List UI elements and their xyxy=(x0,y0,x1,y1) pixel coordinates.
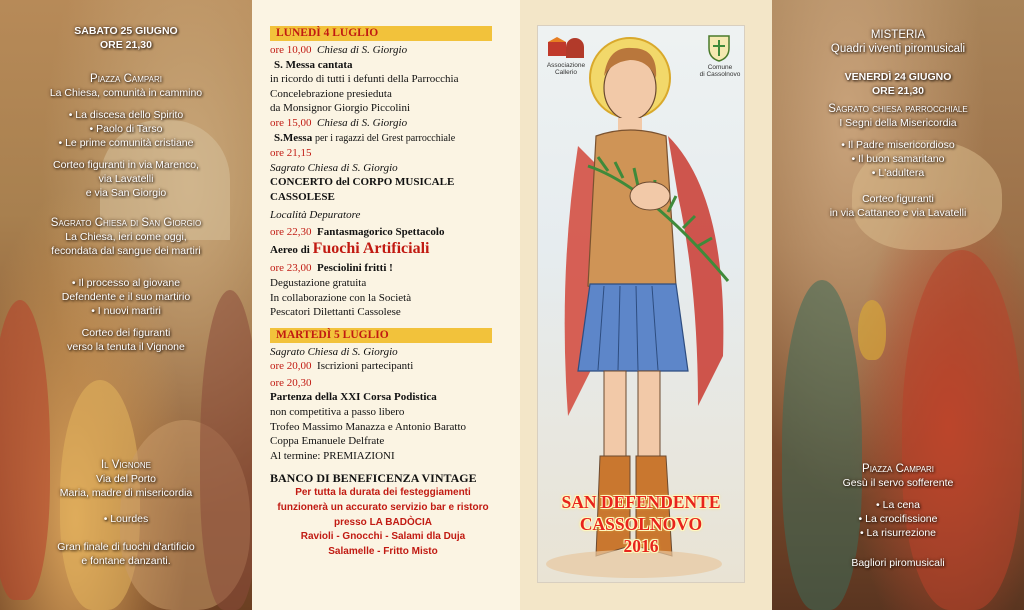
right-title2: Quadri viventi piromusicali xyxy=(830,43,966,55)
event-time: ore 23,00 xyxy=(270,262,312,275)
event-line: Al termine: PREMIAZIONI xyxy=(270,449,395,462)
list-item: • I nuovi martiri xyxy=(91,305,161,317)
day-header: LUNEDÌ 4 LUGLIO xyxy=(270,26,492,41)
event-line: non competitiva a passo libero xyxy=(270,406,405,419)
right-block1 xyxy=(772,102,1024,130)
left-date-line1: SABATO 25 GIUGNO xyxy=(74,25,178,37)
list-item: • Il Padre misericordioso xyxy=(841,139,955,151)
left-panel xyxy=(0,0,252,610)
event-place: Sagrato Chiesa di S. Giorgio xyxy=(270,345,398,358)
event-title: S. Messa cantata xyxy=(274,58,353,71)
event-title: S.Messa xyxy=(274,131,313,144)
event-title: Fantasmagorico Spettacolo xyxy=(317,226,445,239)
left-list3 xyxy=(0,512,252,526)
banco-info xyxy=(270,486,496,560)
logo-label-line: Associazione xyxy=(546,62,586,69)
fireworks-title: Fuochi Artificiali xyxy=(312,239,430,257)
corteo-line: Corteo dei figuranti xyxy=(81,327,171,339)
logo-label-line: di Cassolnovo xyxy=(699,71,741,78)
event-time: ore 20,30 xyxy=(270,376,312,389)
event-place: Chiesa di S. Giorgio xyxy=(317,116,408,129)
comune-logo-label xyxy=(696,64,744,78)
banco-line: Per tutta la durata dei festeggiamenti xyxy=(295,487,471,499)
event-time: ore 22,30 xyxy=(270,226,312,239)
day-header: MARTEDÌ 5 LUGLIO xyxy=(270,328,492,343)
right-title xyxy=(772,28,1024,56)
finale-line: Gran finale di fuochi d'artificio xyxy=(57,541,195,553)
event-time: ore 20,00 xyxy=(270,360,312,373)
left-place2-sub: La Chiesa, ieri come oggi, xyxy=(65,231,187,243)
painting-censer xyxy=(858,300,886,360)
event-title: Partenza della XXI Corsa Podistica xyxy=(270,391,437,404)
corteo-line: in via Cattaneo e via Lavatelli xyxy=(829,207,967,219)
list-item: • Il buon samaritano xyxy=(851,153,945,165)
list-item: • Il processo al giovane xyxy=(71,277,181,289)
corteo-line: Corteo figuranti in via Marenco, xyxy=(53,159,199,171)
left-finale xyxy=(0,540,252,568)
banco-line: presso LA BADÒCIA xyxy=(334,516,432,528)
left-place2: Sagrato Chiesa di San Giorgio xyxy=(50,217,202,229)
right-date-line1: VENERDÌ 24 GIUGNO xyxy=(844,71,952,83)
event-time: ore 15,00 xyxy=(270,116,312,129)
event-place: Località Depuratore xyxy=(270,208,361,221)
banco-line: Salamelle - Fritto Misto xyxy=(328,546,438,558)
event-place: Chiesa di S. Giorgio xyxy=(317,44,408,56)
right-place2: Piazza Campari xyxy=(862,463,934,475)
list-item: • Lourdes xyxy=(103,513,149,525)
left-date xyxy=(0,24,252,52)
banco-title: BANCO DI BENEFICENZA VINTAGE xyxy=(270,471,477,486)
list-item: • La discesa dello Spirito xyxy=(68,109,184,121)
corteo-line: e via San Giorgio xyxy=(85,187,167,199)
right-title1: MISTERIA xyxy=(870,29,926,41)
right-panel xyxy=(772,0,1024,610)
event-line: In collaborazione con la Società xyxy=(270,291,412,304)
right-place2-sub: Gesù il servo sofferente xyxy=(842,477,954,489)
banco-line: funzionerà un accurato servizio bar e ristoro xyxy=(277,501,489,513)
left-corteo2 xyxy=(0,326,252,354)
event-line: Degustazione gratuita xyxy=(270,276,367,289)
callerio-logo-mark xyxy=(566,38,584,58)
left-corteo1 xyxy=(0,158,252,200)
left-place1: Piazza Campari xyxy=(90,73,162,85)
cover-title-year: 2016 xyxy=(623,536,659,556)
event-time: ore 10,00 xyxy=(270,44,312,56)
list-item: • La cena xyxy=(876,499,920,511)
corteo-line: via Lavatelli xyxy=(98,173,154,185)
event-line: per i ragazzi del Grest parrocchiale xyxy=(314,132,456,144)
event-place: Sagrato Chiesa di S. Giorgio xyxy=(270,161,398,174)
right-block2 xyxy=(772,462,1024,490)
event-line: da Monsignor Giorgio Piccolini xyxy=(270,102,411,115)
event-title: Pesciolini fritti ! xyxy=(317,262,393,275)
left-place3-sub: Maria, madre di misericordia xyxy=(59,487,193,499)
right-corteo xyxy=(772,192,1024,220)
banco-line: Ravioli - Gnocchi - Salami dla Duja xyxy=(300,531,466,543)
left-list1 xyxy=(0,108,252,150)
left-place3-sub: Via del Porto xyxy=(96,473,156,485)
cover-title-line1: SAN DEFENDENTE xyxy=(561,492,721,512)
left-place1-sub: La Chiesa, comunità in cammino xyxy=(49,87,203,99)
right-place1-sub: I Segni della Misericordia xyxy=(839,117,957,129)
logo-label-line: Comune xyxy=(707,64,733,71)
right-place1: Sagrato chiesa parrocchiale xyxy=(828,103,968,115)
final-line: Bagliori piromusicali xyxy=(851,557,945,569)
list-item: • Paolo di Tarso xyxy=(89,123,163,135)
event-time: ore 21,15 xyxy=(270,147,312,160)
left-date-line2: ORE 21,30 xyxy=(100,39,152,51)
cover-illustration xyxy=(537,25,745,583)
right-date-line2: ORE 21,30 xyxy=(872,85,924,97)
program-panel xyxy=(252,0,520,610)
left-block2 xyxy=(0,216,252,258)
list-item: • L'adultera xyxy=(871,167,925,179)
list-item: Defendente e il suo martirio xyxy=(61,291,191,303)
right-date xyxy=(772,70,1024,98)
event-line: Coppa Emanuele Delfrate xyxy=(270,435,385,448)
list-item: • Le prime comunità cristiane xyxy=(58,137,194,149)
cover-title-line2: CASSOLNOVO xyxy=(579,514,703,534)
event-line: Iscrizioni partecipanti xyxy=(317,360,414,373)
event-line: Pescatori Dilettanti Cassolese xyxy=(270,306,401,319)
corteo-line: Corteo figuranti xyxy=(862,193,934,205)
event-line: Trofeo Massimo Manazza e Antonio Baratto xyxy=(270,420,467,433)
event-title: CASSOLESE xyxy=(270,190,335,203)
event-line: Aereo di xyxy=(270,243,310,256)
event-line: in ricordo di tutti i defunti della Parrocchia xyxy=(270,73,459,86)
list-item: • La crocifissione xyxy=(858,513,938,525)
right-list1 xyxy=(772,138,1024,180)
right-final xyxy=(772,556,1024,570)
left-place3: Il Vignone xyxy=(100,459,152,471)
callerio-logo-icon xyxy=(546,36,568,58)
event-title: CONCERTO del CORPO MUSICALE xyxy=(270,176,455,189)
left-block1 xyxy=(0,72,252,100)
comune-crest-icon xyxy=(706,34,732,62)
corteo-line: verso la tenuta il Vignone xyxy=(67,341,185,353)
left-block3 xyxy=(0,458,252,500)
logo-label-line: Callerio xyxy=(554,69,578,76)
left-place2-sub: fecondata dal sangue dei martiri xyxy=(51,245,201,257)
list-item: • La risurrezione xyxy=(859,527,937,539)
callerio-logo-label xyxy=(540,62,592,76)
event-line: Concelebrazione presieduta xyxy=(270,87,392,100)
finale-line: e fontane danzanti. xyxy=(81,555,171,567)
right-list2 xyxy=(772,498,1024,540)
left-list2 xyxy=(0,276,252,318)
